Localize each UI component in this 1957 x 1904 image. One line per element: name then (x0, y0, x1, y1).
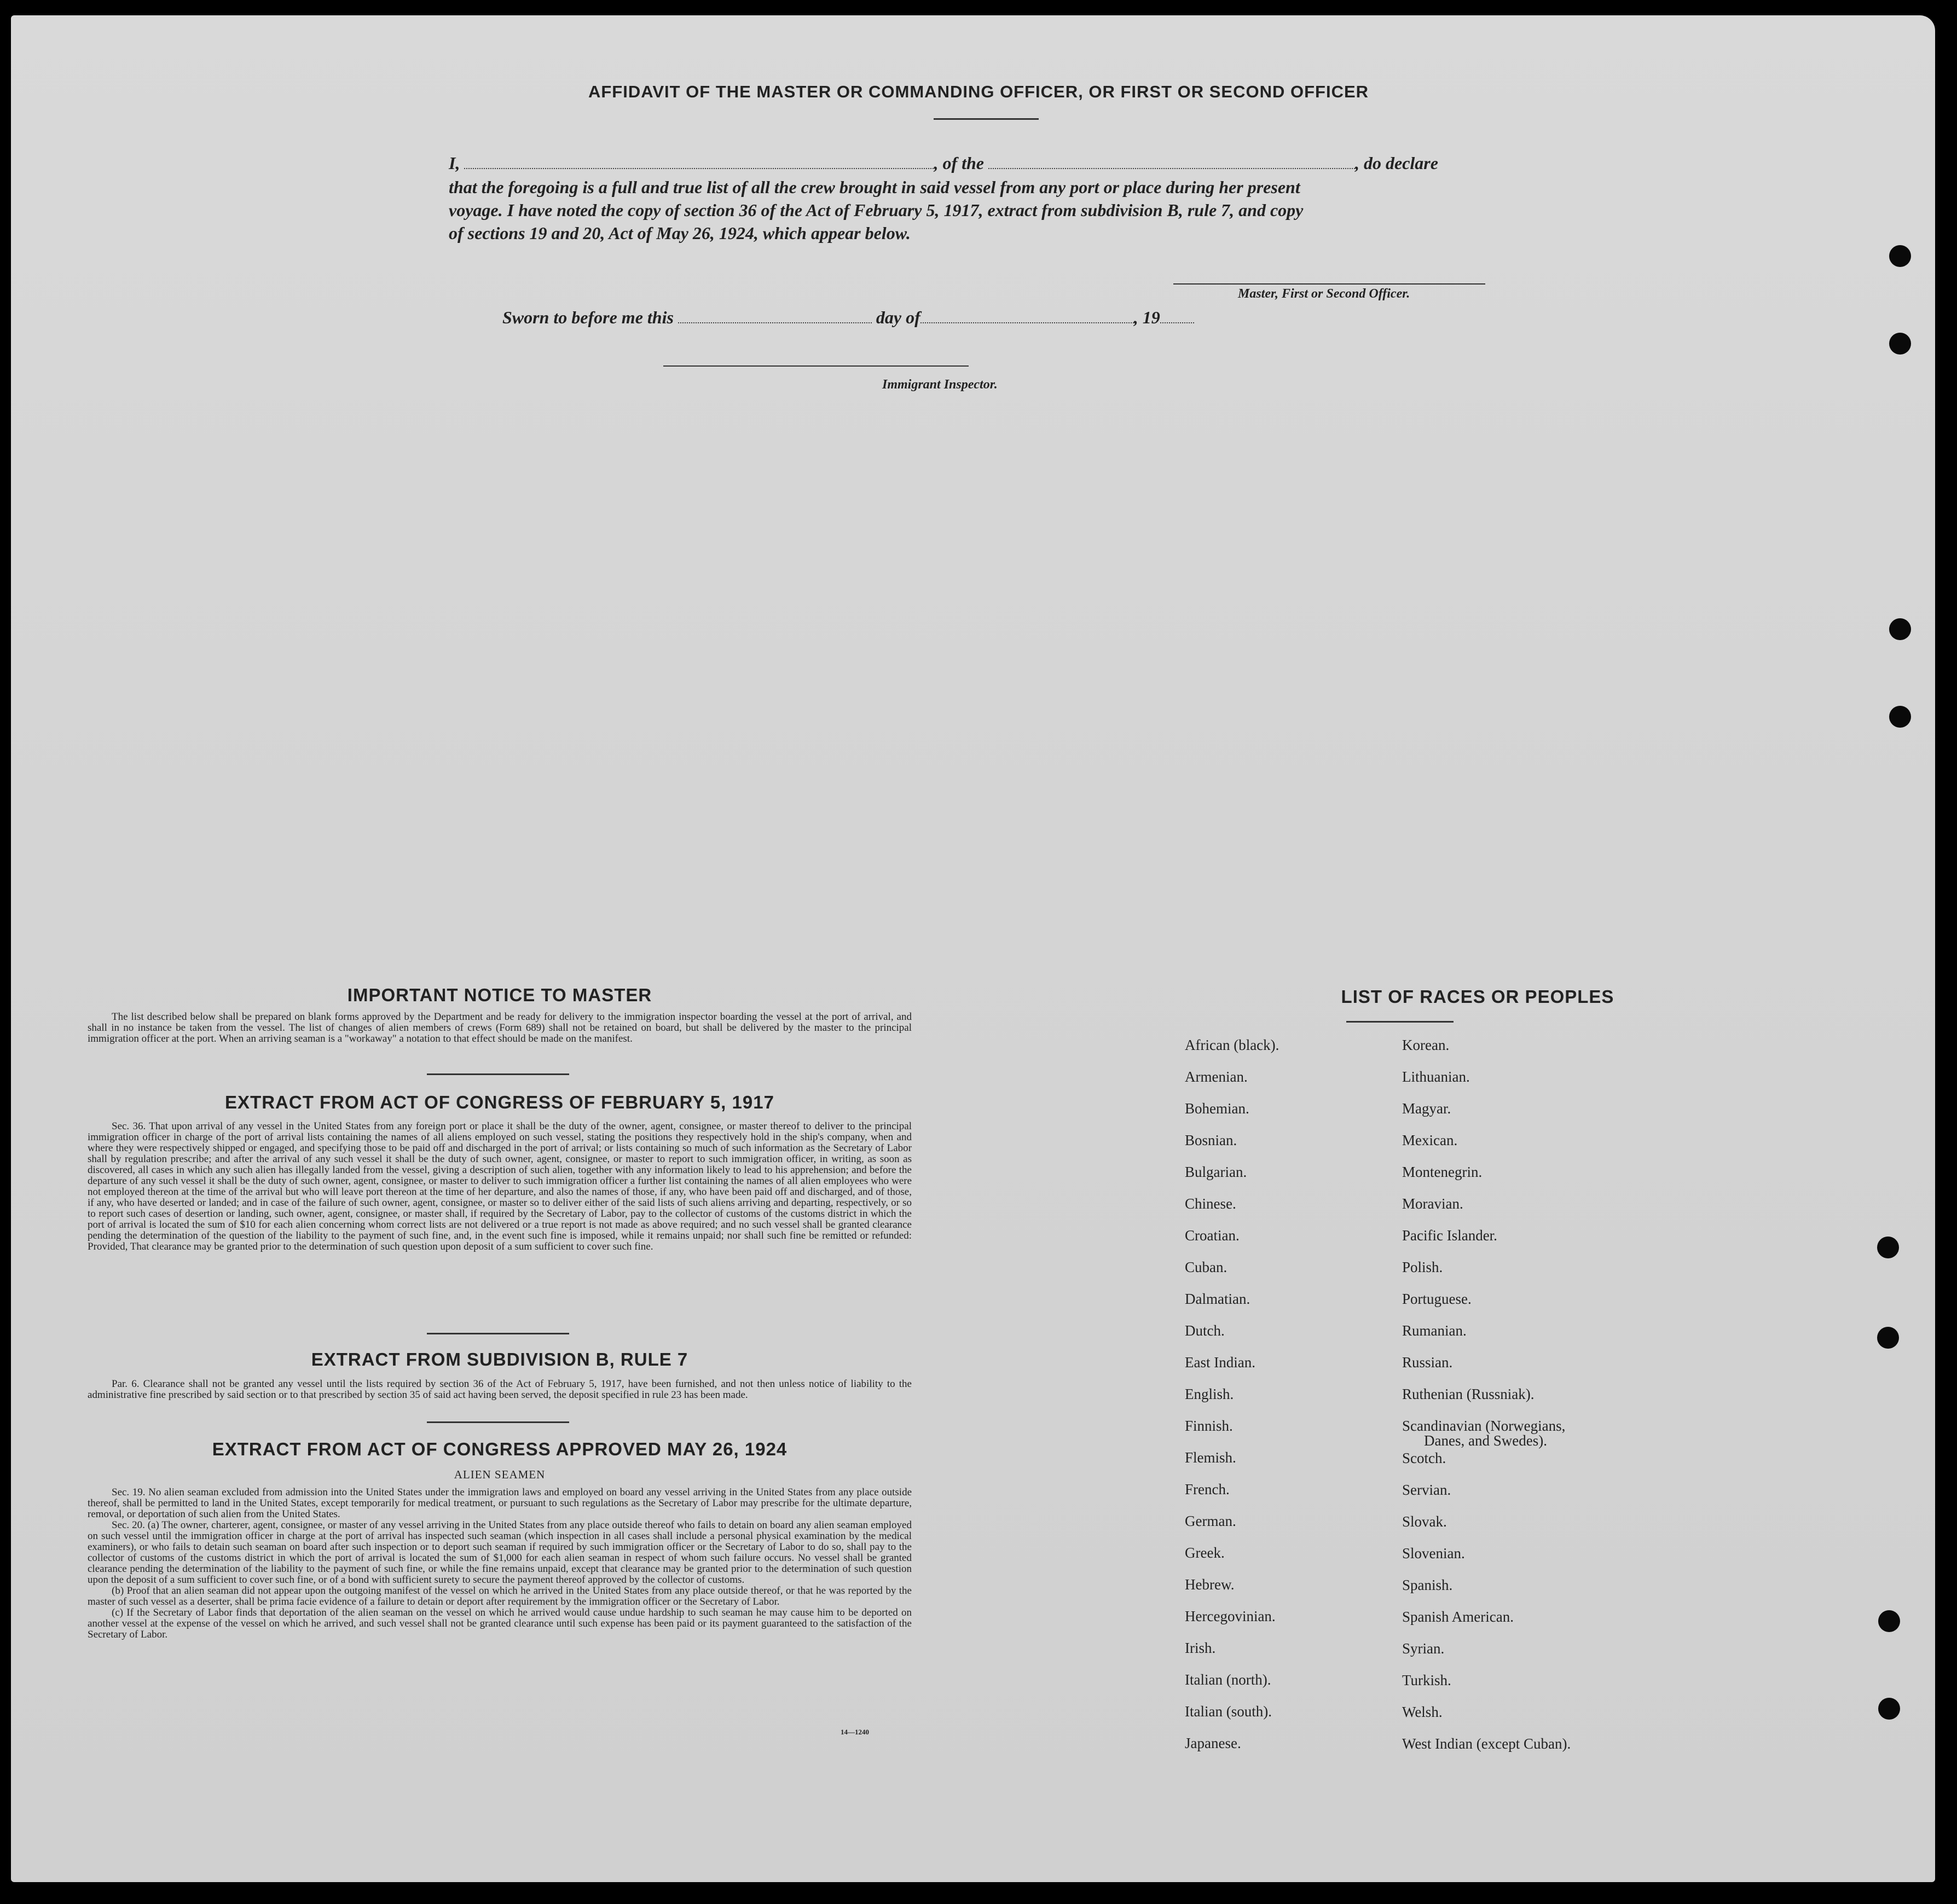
notice-title: IMPORTANT NOTICE TO MASTER (347, 985, 652, 1005)
race-item: Turkish. (1402, 1672, 1451, 1688)
races-divider (1346, 1021, 1454, 1023)
punch-hole (1877, 1237, 1899, 1258)
race-item: Slovak. (1402, 1513, 1447, 1530)
race-item: Scandinavian (Norwegians, (1402, 1418, 1566, 1434)
year-label: , 19 (1133, 307, 1160, 327)
master-signature-caption: Master, First or Second Officer. (1238, 287, 1410, 301)
race-item: Rumanian. (1402, 1322, 1467, 1339)
race-item: French. (1185, 1481, 1230, 1497)
race-item: Hercegovinian. (1185, 1608, 1276, 1624)
race-item: Cuban. (1185, 1259, 1228, 1275)
race-item: Bosnian. (1185, 1132, 1237, 1148)
punch-hole (1889, 706, 1911, 728)
day-of-label: day of (876, 307, 920, 327)
race-item: East Indian. (1185, 1354, 1255, 1371)
name-field[interactable] (464, 156, 934, 169)
do-declare-label: , do declare (1355, 153, 1438, 173)
form-number: 14—1240 (841, 1728, 869, 1736)
race-item: Polish. (1402, 1259, 1443, 1275)
race-item: Danes, and Swedes). (1424, 1432, 1547, 1449)
race-item: Finnish. (1185, 1418, 1233, 1434)
extract-1924-sections (88, 1487, 912, 1640)
punch-hole (1889, 333, 1911, 355)
race-item: English. (1185, 1386, 1234, 1402)
section-20c: (c) If the Secretary of Labor finds that deportation of the alien seaman on the vessel on which he arrived would cause undue hardship to such seaman he may cause him to be deported on another vessel at the expense of the vessel on which he arrived, and such vessel shall not be granted clearance until such expense has been paid or its payment guaranteed to the satisfaction of the Secretary of Labor. (88, 1607, 912, 1640)
title-divider (934, 118, 1039, 120)
section-divider (427, 1333, 569, 1334)
punch-hole (1889, 618, 1911, 640)
race-item: Pacific Islander. (1402, 1227, 1497, 1244)
master-signature-field[interactable] (1173, 283, 1485, 285)
race-item: Scotch. (1402, 1450, 1446, 1466)
race-item: Mexican. (1402, 1132, 1458, 1148)
punch-hole (1889, 245, 1911, 267)
race-item: Portuguese. (1402, 1291, 1472, 1307)
section-20b: (b) Proof that an alien seaman did not appear upon the outgoing manifest of the vessel on which he arrived in the United States from any place outside thereof, or that he was reported by the master of such vessel as a deserter, shall be prima facie evidence of a failure to detain or deport after requirement by the immigration officer or the Secretary of Labor. (88, 1585, 912, 1607)
sworn-month-field[interactable] (920, 310, 1134, 323)
race-item: Japanese. (1185, 1735, 1241, 1751)
race-item: Welsh. (1402, 1704, 1443, 1720)
section-19: Sec. 19. No alien seaman excluded from admission into the United States under the immigration laws and employed on board any vessel arriving in the United States from any place outside thereof, shall be permitted to land in the United States, except temporarily for medical treatment, or pursuant to such regulations as the Secretary of Labor may prescribe for the ultimate departure, removal, or deportation of such alien from the United States. (88, 1487, 912, 1520)
sworn-line (502, 307, 1580, 328)
affidavit-line-3: voyage. I have noted the copy of section 36 of the Act of February 5, 1917, extract from subdivision B, rule 7, and copy (449, 200, 1304, 220)
punch-hole (1877, 1327, 1899, 1349)
race-item: Italian (south). (1185, 1703, 1272, 1720)
race-item: Dutch. (1185, 1322, 1225, 1339)
race-item: Russian. (1402, 1354, 1453, 1371)
race-item: Lithuanian. (1402, 1069, 1470, 1085)
section-divider (427, 1421, 569, 1423)
race-item: Servian. (1402, 1482, 1451, 1498)
race-item: German. (1185, 1513, 1236, 1529)
vessel-field[interactable] (988, 156, 1355, 169)
punch-hole (1878, 1610, 1900, 1632)
race-item: Bulgarian. (1185, 1164, 1247, 1180)
affidavit-title: AFFIDAVIT OF THE MASTER OR COMMANDING OFFICER, OR FIRST OR SECOND OFFICER (588, 82, 1369, 101)
race-item: Ruthenian (Russniak). (1402, 1386, 1535, 1402)
inspector-signature-field[interactable] (663, 365, 969, 367)
race-item: African (black). (1185, 1037, 1279, 1053)
race-item: Irish. (1185, 1640, 1216, 1656)
extract-1917-section-36: Sec. 36. That upon arrival of any vessel in the United States from any foreign port or place it shall be the duty of the owner, agent, consignee, or master thereof to deliver to the principal immigration officer in charge of the port of arrival lists containing the names of all aliens employed on such vessel, stating the positions they respectively hold in the ship's company, when and where they were respectively shipped or engaged, and specifying those to be paid off and discharged in the port of arrival; or lists containing so much of such information as the Secretary of Labor shall by regulation prescribe; and after the arrival of any such vessel it shall be the duty of such owner, agent, consignee, or master to report to such immigration officer, in writing, as soon as discovered, all cases in which any such alien has illegally landed from the vessel, giving a description of such alien, together with any information likely to lead to his apprehension; and before the departure of any such vessel it shall be the duty of such owner, agent, consignee, or master to deliver to such immigration officer a further list containing the names of all alien employees who were not employed thereon at the time of the arrival but who will leave port thereon at the time of her departure, and also the names of those, if any, who have been paid off and discharged, and of those, if any, who have deserted or landed; and in case of the failure of such owner, agent, consignee, or master so to deliver either of the said lists of such aliens arriving and departing, respectively, or so to report such cases of desertion or landing, such owner, agent, consignee, or master shall, if required by the Secretary of Labor, pay to the collector of customs of the customs district in which the port of arrival is located the sum of $10 for each alien concerning whom correct lists are not delivered or a true report is not made as above required; and no such vessel shall be granted clearance pending the determination of the question of the liability to the payment of such fine, and, in the event such fine is imposed, while it remains unpaid; nor shall such fine be remitted or refunded: Provided, That clearance may be granted prior to the determination of such question upon deposit of a sum sufficient to cover such fine. (88, 1121, 912, 1252)
race-item: Syrian. (1402, 1640, 1445, 1657)
affidavit-line-2: that the foregoing is a full and true list of all the crew brought in said vessel from any port or place during her present (449, 177, 1300, 197)
extract-1917-title: EXTRACT FROM ACT OF CONGRESS OF FEBRUARY 5, 1917 (225, 1092, 774, 1112)
race-item: Bohemian. (1185, 1100, 1249, 1117)
sworn-day-field[interactable] (678, 310, 872, 323)
race-item: Italian (north). (1185, 1671, 1271, 1688)
section-20a: Sec. 20. (a) The owner, charterer, agent, consignee, or master of any vessel arriving in the United States from any place outside thereof who fails to detain on board any alien seaman employed on such vessel until the immigration officer in charge at the port of arrival has inspected such seaman (which inspection in all cases shall include a personal physical examination by the medical examiners), or who fails to detain such seaman on board after such inspection or to deport such seaman if required by such immigration officer or the Secretary of Labor to do so, shall pay to the collector of customs of the customs district in which the port of arrival is located the sum of $1,000 for each alien seaman in respect of whom such failure occurs. No vessel shall be granted clearance pending the determination of the liability to the payment of such fine, or while the fine remains unpaid, except that clearance may be granted prior to the determination of such question upon the deposit of a sum sufficient to cover such fine, or of a bond with sufficient surety to secure the payment thereof approved by the collector of customs. (88, 1519, 912, 1586)
of-the-label: , of the (934, 153, 984, 173)
race-item: Spanish. (1402, 1577, 1453, 1593)
extract-1924-title: EXTRACT FROM ACT OF CONGRESS APPROVED MAY 26, 1924 (212, 1439, 788, 1459)
race-item: Spanish American. (1402, 1609, 1514, 1625)
alien-seamen-subtitle: ALIEN SEAMEN (454, 1468, 546, 1481)
race-item: Slovenian. (1402, 1545, 1465, 1561)
race-item: Chinese. (1185, 1195, 1236, 1212)
race-item: Flemish. (1185, 1449, 1236, 1466)
section-divider (427, 1073, 569, 1075)
inspector-caption: Immigrant Inspector. (882, 378, 998, 392)
rule-7-title: EXTRACT FROM SUBDIVISION B, RULE 7 (311, 1349, 688, 1369)
affidavit-i-label: I, (449, 153, 460, 173)
race-item: Hebrew. (1185, 1576, 1235, 1593)
notice-paragraph: The list described below shall be prepared on blank forms approved by the Department and be ready for delivery to the immigration inspector boarding the vessel at the port of arrival, and shall in no instance be taken from the vessel. The list of changes of alien members of crews (Form 689) shall not be retained on board, but shall be delivered by the master to the principal immigration officer at the port. When an arriving seaman is a "workaway" a notation to that effect should be made on the manifest. (88, 1011, 912, 1044)
affidavit-line-4: of sections 19 and 20, Act of May 26, 1924, which appear below. (449, 223, 911, 243)
race-item: Greek. (1185, 1545, 1225, 1561)
race-item: Croatian. (1185, 1227, 1240, 1244)
sworn-year-field[interactable] (1160, 310, 1194, 323)
punch-hole (1878, 1698, 1900, 1720)
race-item: Montenegrin. (1402, 1164, 1483, 1180)
race-item: Dalmatian. (1185, 1291, 1250, 1307)
race-item: Moravian. (1402, 1195, 1463, 1212)
affidavit-line-1 (449, 153, 1527, 173)
race-item: Magyar. (1402, 1100, 1451, 1117)
sworn-prefix: Sworn to before me this (502, 307, 674, 327)
race-item: Armenian. (1185, 1069, 1248, 1085)
races-title: LIST OF RACES OR PEOPLES (1341, 986, 1614, 1007)
rule-7-paragraph: Par. 6. Clearance shall not be granted any vessel until the lists required by section 36 of the Act of February 5, 1917, have been furnished, and not then unless notice of liability to the administrative fine prescribed by said section or to that prescribed by section 35 of said act having been served, the deposit specified in rule 23 has been made. (88, 1378, 912, 1401)
race-item: West Indian (except Cuban). (1402, 1735, 1571, 1752)
race-item: Korean. (1402, 1037, 1450, 1053)
